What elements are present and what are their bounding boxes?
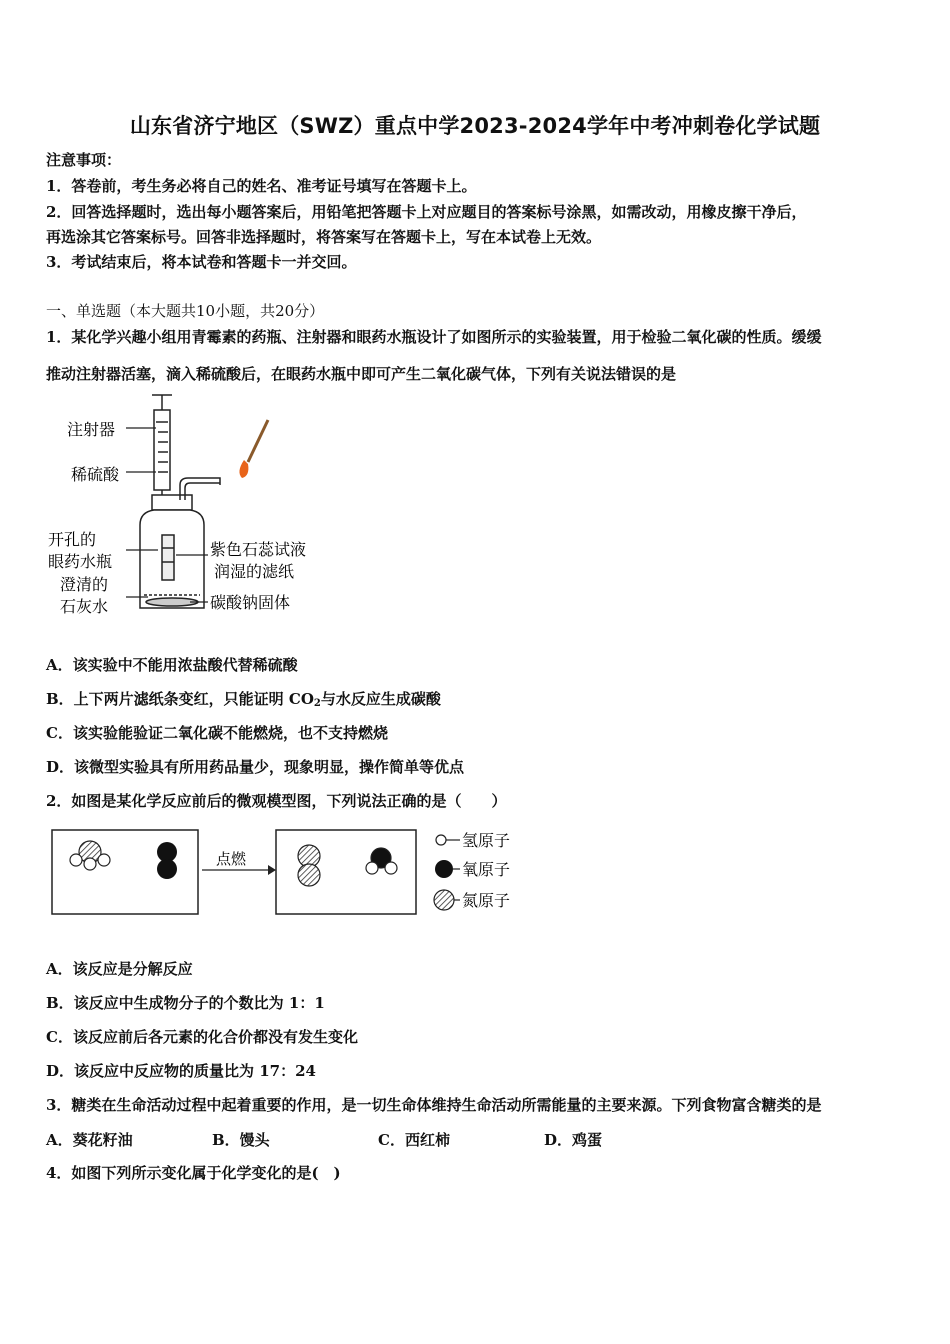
label-bottle-2: 眼药水瓶 (48, 552, 113, 571)
label-lime-2: 石灰水 (60, 597, 109, 616)
eyedrop-bottle-icon (140, 478, 220, 608)
nitrogen-molecule-icon (298, 845, 320, 886)
water-molecule-icon (366, 848, 397, 874)
legend-nitrogen-icon (434, 890, 460, 910)
q2-option-d: D．该反应中反应物的质量比为 17：24 (46, 1062, 316, 1080)
legend-nitrogen-label: 氮原子 (462, 891, 511, 910)
oxygen-molecule-icon (157, 842, 177, 879)
label-solid: 碳酸钠固体 (210, 593, 291, 612)
q1-option-a: A．该实验中不能用浓盐酸代替稀硫酸 (46, 656, 298, 674)
label-bottle-1: 开孔的 (48, 530, 97, 549)
label-syringe: 注射器 (67, 420, 116, 439)
notice-item-2-cont: 再选涂其它答案标号。回答非选择题时，将答案写在答题卡上，写在本试卷上无效。 (46, 228, 602, 246)
notice-item-2: 2．回答选择题时，选出每小题答案后，用铅笔把答题卡上对应题目的答案标号涂黑，如需改动，用橡皮擦干净后， (46, 203, 807, 221)
q3-option-a: A．葵花籽油 (46, 1131, 133, 1149)
q4-stem: 4．如图下列所示变化属于化学变化的是( ) (46, 1164, 341, 1182)
q1-stem-line1: 1．某化学兴趣小组用青霉素的药瓶、注射器和眼药水瓶设计了如图所示的实验装置，用于检验二氧化碳的性质。缓缓 (46, 328, 822, 346)
ammonia-molecule-icon (70, 841, 110, 870)
q2-stem: 2．如图是某化学反应前后的微观模型图，下列说法正确的是（ ） (46, 792, 507, 810)
q3-option-b: B．馒头 (212, 1131, 270, 1149)
q3-option-d: D．鸡蛋 (544, 1131, 603, 1149)
notice-item-1: 1．答卷前，考生务必将自己的姓名、准考证号填写在答题卡上。 (46, 177, 477, 195)
q1-stem-line2: 推动注射器活塞，滴入稀硫酸后，在眼药水瓶中即可产生二氧化碳气体，下列有关说法错误的是 (46, 365, 677, 383)
legend-oxygen-icon (435, 860, 460, 878)
q2-option-c: C．该反应前后各元素的化合价都没有发生变化 (46, 1028, 358, 1046)
arrow-label: 点燃 (216, 850, 247, 868)
q2-option-a: A．该反应是分解反应 (46, 960, 193, 978)
label-lime-1: 澄清的 (60, 575, 109, 594)
q2-option-b: B．该反应中生成物分子的个数比为 1：1 (46, 994, 325, 1012)
q1-apparatus-figure (40, 390, 340, 630)
label-acid: 稀硫酸 (71, 465, 120, 484)
notice-item-3: 3．考试结束后，将本试卷和答题卡一并交回。 (46, 253, 357, 271)
notice-heading: 注意事项： (46, 151, 122, 169)
legend-hydrogen-icon (436, 835, 460, 845)
q1-option-b: B．上下两片滤纸条变红，只能证明 $CO_2$与水反应生成碳酸 (46, 690, 441, 709)
section-heading: 一、单选题（本大题共10小题，共20分） (46, 302, 325, 320)
q3-option-c: C．西红柿 (378, 1131, 450, 1149)
q1-option-d: D．该微型实验具有所用药品量少，现象明显，操作简单等优点 (46, 758, 465, 776)
q1-option-c: C．该实验能验证二氧化碳不能燃烧，也不支持燃烧 (46, 724, 388, 742)
label-paper-1: 紫色石蕊试液 (210, 540, 307, 559)
q2-molecule-figure (50, 826, 540, 918)
match-icon (239, 420, 268, 478)
q3-stem: 3．糖类在生命活动过程中起着重要的作用，是一切生命体维持生命活动所需能量的主要来源。下列食物富含糖类的是 (46, 1096, 822, 1114)
page-title: 山东省济宁地区（SWZ）重点中学2023-2024学年中考冲刺卷化学试题 (129, 114, 821, 138)
legend-oxygen-label: 氧原子 (462, 860, 511, 879)
q3-options (46, 1129, 602, 1150)
legend-hydrogen-label: 氢原子 (462, 831, 511, 850)
label-paper-2: 润湿的滤纸 (214, 562, 295, 581)
